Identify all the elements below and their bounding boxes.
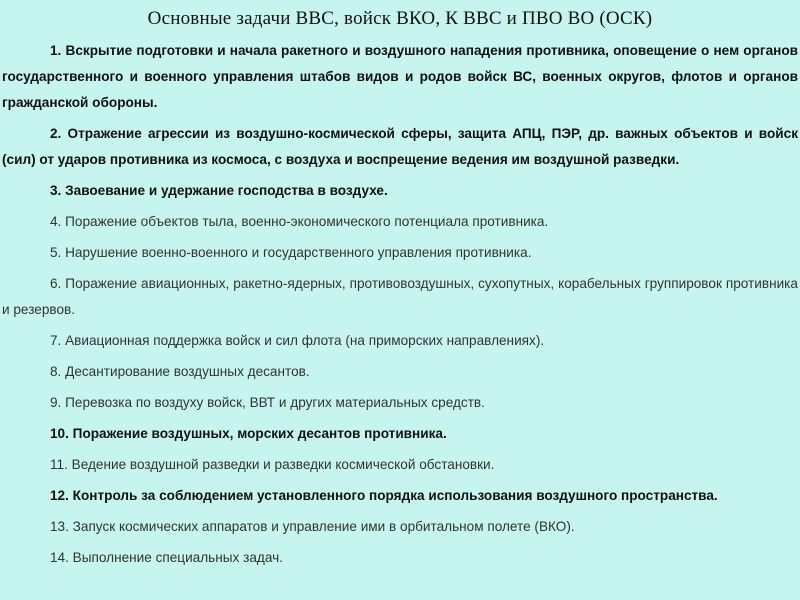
task-item-5: 5. Нарушение военно-военного и государственного управления противника. [50, 245, 532, 260]
task-list [2, 38, 798, 571]
task-item-3: 3. Завоевание и удержание господства в воздухе. [50, 183, 388, 198]
task-item-11: 11. Ведение воздушной разведки и разведки космической обстановки. [50, 457, 495, 472]
task-item-6: 6. Поражение авиационных, ракетно-ядерных, противовоздушных, сухопутных, корабельных группировок противника и резервов. [2, 276, 798, 317]
task-item-2: 2. Отражение агрессии из воздушно-космической сферы, защита АПЦ, ПЭР, др. важных объектов и войск (сил) от ударов противника из космоса, с воздуха и воспрещение ведения им воздушной разведки. [2, 126, 798, 167]
slide-title: Основные задачи ВВС, войск ВКО, К ВВС и ПВО ВО (ОСК) [147, 8, 653, 29]
task-item-14: 14. Выполнение специальных задач. [50, 550, 283, 565]
task-item-10: 10. Поражение воздушных, морских десантов противника. [50, 426, 447, 441]
task-item-9: 9. Перевозка по воздуху войск, ВВТ и других материальных средств. [50, 395, 485, 410]
task-item-13: 13. Запуск космических аппаратов и управление ими в орбитальном полете (ВКО). [50, 519, 575, 534]
task-item-7: 7. Авиационная поддержка войск и сил флота (на приморских направлениях). [50, 333, 545, 348]
task-item-8: 8. Десантирование воздушных десантов. [50, 364, 310, 379]
task-item-12: 12. Контроль за соблюдением установленного порядка использования воздушного пространства. [50, 488, 718, 503]
task-item-4: 4. Поражение объектов тыла, военно-экономического потенциала противника. [50, 214, 549, 229]
task-item-1: 1. Вскрытие подготовки и начала ракетного и воздушного нападения противника, оповещение о нем органов государственного и военного управления штабов видов и родов войск ВС, военных округов, флотов и органов гражданской обороны. [2, 43, 798, 110]
